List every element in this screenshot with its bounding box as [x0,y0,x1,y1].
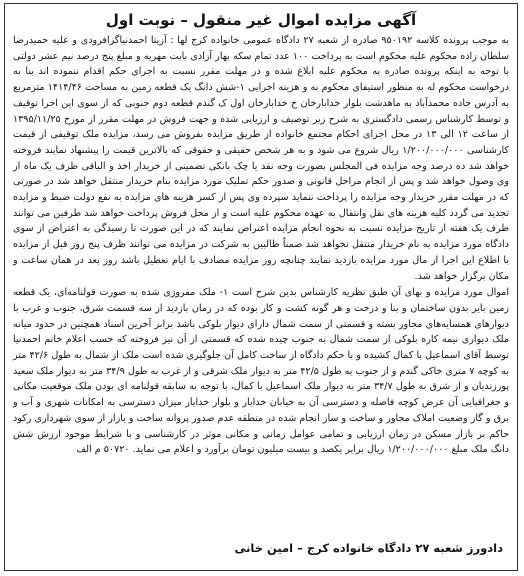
notice-body [5,33,517,458]
notice-paragraph-2: اموال مورد مزایده و بهای آن طبق نظریه کارشناس بدین شرح است ۱- ملک مفروزی شده به صورت قولنامه‌ای، یک قطعه زمین بایر بدون ساختمان و بنا و درخت و هر گونه کشت و کار بوده که در زمان بازدید از سه قسمت شرق، جنوب و غرب با دیوارهای همسایه‌های مجاور بسته و قسمتی از سمت شمال دارای دیوار بلوکی باشد برابر آخرین اسناد همچنین در حدود میانه ملک دیواری نیمه کاره بلوکی از سمت شمال به جنوب چیده شده که قسمتی از آن نیز فروخته که حسب اعلام خانم احمدنیا توسط آقای اسماعیل با کمال کشیده و با حکم دادگاه از ساخت کامل آن جلوگیری شده است ملک از شمال به طول ۴۲/۶ متر به کوچه ۷ متری خاکی گندم و از جنوب به طول ۴۲/۵ متر به دیوار ملک شرقی و از غرب به طول ۳۴/۹ متر به دیوار ملک سعید پورزندیان و از شرق به طول ۳۴/۷ متر به دیوار ملک اسماعیل با کمال، با توجه به سابقه قولنامه ای بودن ملک موقعیت مکانی و جغرافیایی آن عرض کوچه فاصله و دسترسی آن به خیابان خدایار و بلوار خدایار میزان دسترسی به امکانات شهری و آب و برق و گاز وضعیت املاک مجاور و ساخت و ساز انجام شده در منطقه عدم صدور پروانه ساخت و بازار از سوی شهرداری رکود حاکم بر بازار مسکن در زمان ارزیابی و تمامی عوامل زمانی و مکانی موثر در کارشناسی و با شرایط موجود ارزش شش دانگ ملک مبلغ ۱/۲۰۰/۰۰۰/۰۰۰ ریال برابر یکصد و بیست میلیون تومان برآورد و اعلام می نماید. ۵۰۷۲۰ م الف [13,287,510,456]
notice-paragraph-1: به موجب پرونده کلاسه ۹۵۰۱۹۲ صادره از شعبه ۲۷ دادگاه عمومی خانواده کرج لها : آزیتا احمدنیاگزافرودی و علیه حمیدرضا سلطان زاده محکوم علیه محکوم است به پرداخت ۱۰۰ عدد تمام سکه بهار آزادی بابت مهریه و مبلغ پنج درصد نیم عشر دولتی با توجه به اینکه پرونده صادره به محکوم علیه ابلاغ شده و در مهلت مقرر نسبت به اجرای حکم اقدام ننموده اند بنا به درخواست محکوم له به منظور استیفای محکوم به و هزینه اجرایی ۱-شش دانگ یک قطعه زمین به مساحت ۱۴۱۴/۴۶ مترمربع به آدرس جاده محمدآباد به ماهدشت بلوار خدابارخان خ خدابارخان اول ک گندم قطعه دوم جنوبی که از سوی این اجرا توقیف و توسط کارشناس رسمی دادگستری به شرح زیر توصیف و ارزیابی شده و جهت فروش در مهلت مقرر از مورخ ۱۳۹۵/۱۱/۲۵ از ساعت ۱۲ الی ۱۳ در محل اجرای احکام مجتمع خانواده از طریق مزایده بفروش می رسد، مزایده ملک توقیفی از قیمت کارشناسی ۱/۲۰۰/۰۰۰/۰۰۰ ریال شروع می شود و به هر شخص حقیقی و حقوقی که بالاترین قیمت را پیشنهاد نمایند فروخته خواهد شد ده درصد وجه مزایده فی المجلس بصورت وجه نقد یا چک بانکی تضمینی از خریدار اخذ و الباقی ظرف یک ماه از وی وصول خواهد شد و پس از انجام مراحل قانونی و صدور حکم تملیک مورد مزایده بنام خریدار منتقل خواهد شد در صورتی که در مهلت مقرر خریدار وجه مزایده را پرداخت ننماید سپرده وی پس از کسر هزینه های مزایده به نفع دولت ضبط و مزایده تجدید می گردد کلیه هزینه های نقل وانتقال به عهده محکوم علیه است و از محل فروش پرداخت خواهد شد طرفین می توانند ظرف یک هفته از تاریخ مزایده نسبت به نحوه انجام مزایده اعتراض نمایند که در این صورت تا رسیدگی به اعتراض از سوی دادگاه مورد مزایده به نام خریدار منتقل نخواهد شد ضمناً طالبین به شرکت در مزایده می توانند ظرف پنج روز قبل از مزایده با اطلاع این اجرا از مال مورد مزایده بازدید نمایند چنانچه روز مزایده مصادف با ایام تعطیل باشد روز بعد در همان ساعت و مکان برگزار خواهد شد. [13,35,510,282]
notice-signature: دادورز شعبه ۲۷ دادگاه خانواده کرج – امین خانی [234,541,503,555]
notice-title: آگهی مزایده اموال غیر منقول – نوبت اول [105,11,417,29]
auction-notice [4,3,518,571]
